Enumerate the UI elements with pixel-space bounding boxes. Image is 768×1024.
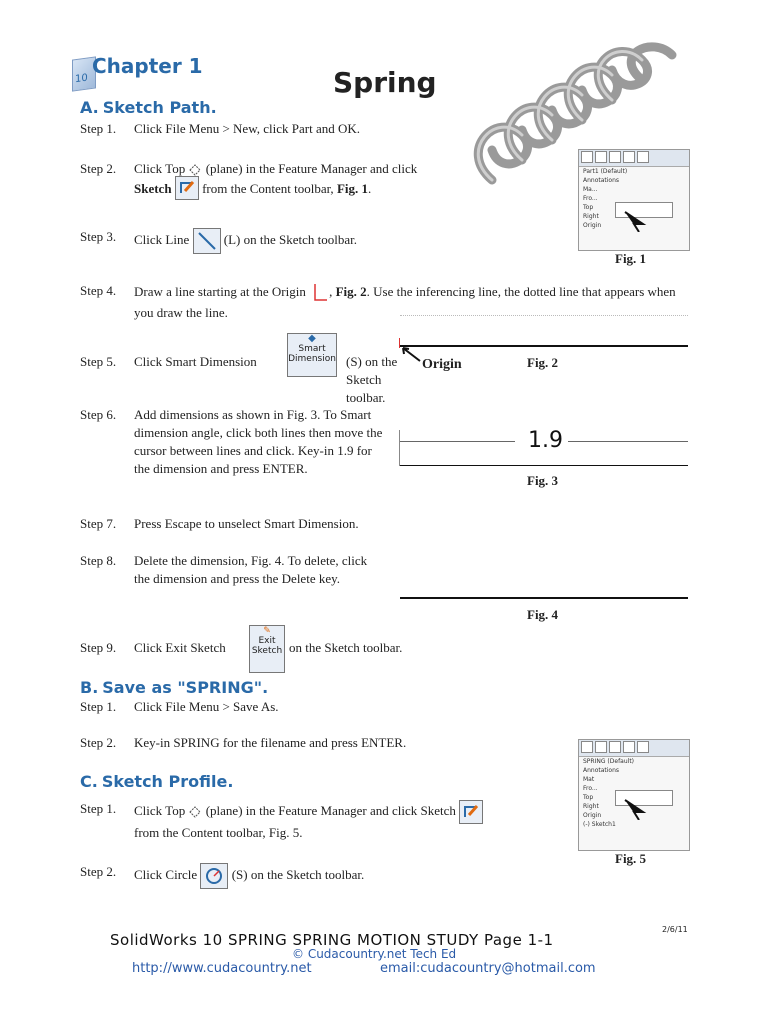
step-text: Click Top <box>134 161 186 176</box>
step-number: Step 4. <box>80 283 117 298</box>
section-a-heading <box>80 98 217 117</box>
step-text-bold: Sketch <box>134 180 172 196</box>
origin-arrow-icon <box>400 345 424 365</box>
step-number: Step 2. <box>80 161 117 176</box>
step-text-cont: (plane) in the Feature Manager and click <box>205 161 418 176</box>
step-text-cont: from the Content toolbar, <box>202 180 334 196</box>
top-plane-icon <box>188 805 202 819</box>
step-text: Key-in SPRING for the filename and press ENTER. <box>134 735 407 750</box>
footer-date: 2/6/11 <box>662 925 688 934</box>
footer-url-link[interactable]: http://www.cudacountry.net <box>132 961 312 976</box>
step-number: Step 7. <box>80 516 117 531</box>
exit-sketch-icon: ✎ Exit Sketch <box>249 625 285 673</box>
fig2-guide-line <box>400 315 688 316</box>
fig3-extension-line <box>399 430 400 466</box>
step-text: Delete the dimension, Fig. 4. To delete, click the dimension and press the Delete key. <box>134 553 368 586</box>
feature-manager-panel-fig5 <box>578 739 690 851</box>
step-text-cont: on the Sketch toolbar. <box>289 640 403 655</box>
step-number: Step 2. <box>80 735 117 750</box>
section-c-letter: C. <box>80 772 98 791</box>
circle-icon <box>200 863 228 889</box>
page-title: Spring <box>333 66 437 99</box>
top-plane-icon <box>188 163 202 177</box>
line-icon <box>193 228 221 254</box>
step-text: Click Circle <box>134 866 198 882</box>
cursor-arrow-icon <box>623 798 649 820</box>
smart-dimension-icon: ◆ Smart Dimension <box>287 333 337 377</box>
step-number: Step 1. <box>80 699 117 714</box>
panel-item: Mat <box>583 776 595 783</box>
fig3-dimension-line <box>400 441 515 442</box>
step-text: Click Top <box>134 802 186 818</box>
section-c-heading <box>80 772 233 791</box>
panel-item: Origin <box>583 222 602 229</box>
step-number: Step 2. <box>80 864 117 879</box>
section-b-title: Save as "SPRING". <box>102 678 269 697</box>
step-number: Step 9. <box>80 640 117 655</box>
step-text: Click Smart Dimension <box>134 354 257 369</box>
section-b-letter: B. <box>80 678 99 697</box>
step-text: Click File Menu > New, click Part and OK. <box>134 121 361 136</box>
fig5-label: Fig. 5 <box>615 851 647 866</box>
panel-item: Top <box>583 204 594 211</box>
section-a-letter: A. <box>80 98 99 117</box>
sketch-icon <box>175 176 199 200</box>
fig2-line <box>400 345 688 347</box>
panel-item: Origin <box>583 812 602 819</box>
step-text-cont: . Use the inferencing line, the dotted line that appears when you draw the line. <box>134 283 676 320</box>
exit-sketch-label-2: Sketch <box>251 646 283 656</box>
panel-toolbar <box>579 740 689 757</box>
chapter-title: Chapter 1 <box>92 54 203 78</box>
footer-email-link[interactable]: email:cudacountry@hotmail.com <box>380 961 596 976</box>
step-text: Add dimensions as shown in Fig. 3. To Smart dimension angle, click both lines then move the cursor between lines and click. Key-in 1.9 for the dimension and press ENTER. <box>134 407 383 476</box>
panel-item: Fro... <box>583 785 598 792</box>
step-text-cont: (S) on the Sketch toolbar. <box>231 866 365 882</box>
step-end: . <box>368 180 372 196</box>
panel-item: (-) Sketch1 <box>583 821 616 828</box>
chapter-badge-number: 10 <box>75 72 88 86</box>
step-text-cont: , <box>329 283 333 299</box>
fig4-line <box>400 597 688 599</box>
exit-sketch-label-1: Exit <box>258 636 276 646</box>
step-text: Draw a line starting at the Origin <box>134 283 306 299</box>
step-number: Step 8. <box>80 553 117 568</box>
step-number: Step 5. <box>80 354 117 369</box>
section-b-heading <box>80 678 268 697</box>
sketch-icon <box>459 800 483 824</box>
step-number: Step 1. <box>80 801 117 816</box>
step-text-cont: from the Content toolbar, Fig. 5. <box>134 825 303 840</box>
step-number: Step 3. <box>80 229 117 244</box>
origin-icon <box>309 282 329 304</box>
step-text-cont: (S) on the Sketch toolbar. <box>346 354 398 405</box>
panel-item: Annotations <box>583 177 620 184</box>
step-number: Step 6. <box>80 407 117 422</box>
panel-item: Ma... <box>583 186 598 193</box>
panel-item: Fro... <box>583 195 598 202</box>
step-text: Click File Menu > Save As. <box>134 699 279 714</box>
section-a-title: Sketch Path. <box>102 98 217 117</box>
step-a2 <box>80 160 480 200</box>
panel-item: Top <box>583 794 594 801</box>
step-text: Click Exit Sketch <box>134 640 226 655</box>
smart-dimension-label-1: Smart <box>298 344 326 354</box>
fig2-label: Fig. 2 <box>527 355 559 370</box>
fig3-label: Fig. 3 <box>527 473 559 488</box>
footer-main: SolidWorks 10 SPRING SPRING MOTION STUDY Page 1-1 <box>110 931 554 949</box>
fig1-label: Fig. 1 <box>615 251 647 266</box>
fig3-dimension-value: 1.9 <box>528 428 563 453</box>
step-text-cont: (L) on the Sketch toolbar. <box>223 231 357 247</box>
footer-copyright: © Cudacountry.net Tech Ed <box>292 947 457 961</box>
panel-item: Right <box>583 213 599 220</box>
section-c-title: Sketch Profile. <box>101 772 234 791</box>
feature-manager-panel-fig1 <box>578 149 690 251</box>
fig3-line <box>400 465 688 466</box>
cursor-arrow-icon <box>623 210 649 232</box>
panel-toolbar <box>579 150 689 167</box>
step-text-cont: (plane) in the Feature Manager and click Sketch <box>205 802 456 818</box>
step-text: Press Escape to unselect Smart Dimension. <box>134 516 359 531</box>
fig-ref: Fig. 2 <box>335 283 367 299</box>
fig3-dimension-line-right <box>568 441 688 442</box>
panel-root: SPRING (Default) <box>583 758 635 765</box>
fig2-origin-label: Origin <box>422 357 462 372</box>
panel-item: Annotations <box>583 767 620 774</box>
panel-root: Part1 (Default) <box>583 168 628 175</box>
step-number: Step 1. <box>80 121 117 136</box>
step-text: Click Line <box>134 231 190 247</box>
fig4-label: Fig. 4 <box>527 607 559 622</box>
panel-item: Right <box>583 803 599 810</box>
smart-dimension-label-2: Dimension <box>288 354 336 364</box>
fig-ref: Fig. 1 <box>336 180 368 196</box>
